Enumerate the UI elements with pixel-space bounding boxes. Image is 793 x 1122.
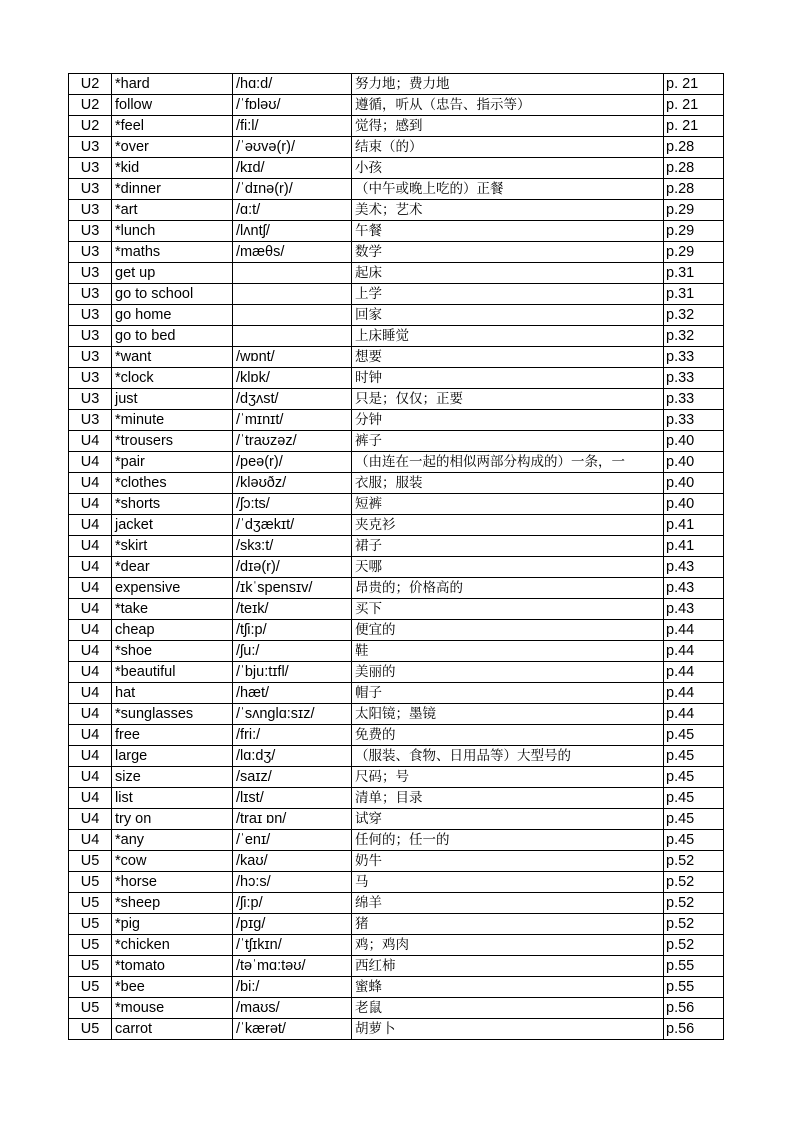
phonetic-cell: /ˈkærət/ (233, 1019, 352, 1040)
phonetic-cell: /fi:l/ (233, 116, 352, 137)
meaning-cell: 尺码；号 (352, 767, 664, 788)
phonetic-cell: /wɒnt/ (233, 347, 352, 368)
table-row (69, 809, 724, 830)
meaning-cell: 努力地；费力地 (352, 74, 664, 95)
word-cell: try on (112, 809, 233, 830)
table-row (69, 557, 724, 578)
page-ref-cell: p.41 (664, 536, 724, 557)
table-row (69, 578, 724, 599)
word-cell: follow (112, 95, 233, 116)
meaning-cell: 清单；目录 (352, 788, 664, 809)
table-row (69, 767, 724, 788)
unit-cell: U4 (69, 494, 112, 515)
word-cell: expensive (112, 578, 233, 599)
page-ref-cell: p.40 (664, 431, 724, 452)
page-ref-cell: p.45 (664, 809, 724, 830)
page-ref-cell: p.29 (664, 221, 724, 242)
unit-cell: U4 (69, 452, 112, 473)
page-ref-cell: p.28 (664, 137, 724, 158)
phonetic-cell: /hɔ:s/ (233, 872, 352, 893)
phonetic-cell: /ʃɔ:ts/ (233, 494, 352, 515)
unit-cell: U4 (69, 746, 112, 767)
phonetic-cell: /peə(r)/ (233, 452, 352, 473)
page-ref-cell: p.33 (664, 347, 724, 368)
table-row (69, 284, 724, 305)
page-ref-cell: p.33 (664, 368, 724, 389)
table-row (69, 788, 724, 809)
phonetic-cell: /lɑ:dʒ/ (233, 746, 352, 767)
phonetic-cell: /ˈdɪnə(r)/ (233, 179, 352, 200)
unit-cell: U5 (69, 872, 112, 893)
unit-cell: U3 (69, 158, 112, 179)
page-ref-cell: p.44 (664, 641, 724, 662)
word-cell: *sheep (112, 893, 233, 914)
meaning-cell: 鸡；鸡肉 (352, 935, 664, 956)
word-cell: *any (112, 830, 233, 851)
phonetic-cell: /hæt/ (233, 683, 352, 704)
phonetic-cell: /fri:/ (233, 725, 352, 746)
table-row (69, 410, 724, 431)
page-ref-cell: p.29 (664, 200, 724, 221)
word-cell: *beautiful (112, 662, 233, 683)
word-cell: go to school (112, 284, 233, 305)
table-row (69, 242, 724, 263)
table-row (69, 368, 724, 389)
unit-cell: U4 (69, 662, 112, 683)
phonetic-cell: /ˈfɒləʊ/ (233, 95, 352, 116)
table-row (69, 158, 724, 179)
meaning-cell: 免费的 (352, 725, 664, 746)
unit-cell: U3 (69, 305, 112, 326)
page-ref-cell: p.43 (664, 599, 724, 620)
unit-cell: U5 (69, 851, 112, 872)
word-cell: *cow (112, 851, 233, 872)
table-row (69, 389, 724, 410)
unit-cell: U2 (69, 74, 112, 95)
page-ref-cell: p.44 (664, 662, 724, 683)
word-cell: go to bed (112, 326, 233, 347)
word-cell: *horse (112, 872, 233, 893)
phonetic-cell: /klɒk/ (233, 368, 352, 389)
meaning-cell: 帽子 (352, 683, 664, 704)
unit-cell: U5 (69, 998, 112, 1019)
unit-cell: U4 (69, 431, 112, 452)
unit-cell: U4 (69, 767, 112, 788)
page-ref-cell: p.31 (664, 263, 724, 284)
meaning-cell: 分钟 (352, 410, 664, 431)
meaning-cell: 太阳镜；墨镜 (352, 704, 664, 725)
page-ref-cell: p. 21 (664, 74, 724, 95)
unit-cell: U4 (69, 788, 112, 809)
table-row (69, 200, 724, 221)
page-ref-cell: p.55 (664, 977, 724, 998)
word-cell: jacket (112, 515, 233, 536)
meaning-cell: 鞋 (352, 641, 664, 662)
table-row (69, 662, 724, 683)
meaning-cell: 上学 (352, 284, 664, 305)
unit-cell: U5 (69, 977, 112, 998)
phonetic-cell: /skɜ:t/ (233, 536, 352, 557)
table-row (69, 326, 724, 347)
meaning-cell: 马 (352, 872, 664, 893)
phonetic-cell: /ɑ:t/ (233, 200, 352, 221)
word-cell: go home (112, 305, 233, 326)
unit-cell: U4 (69, 536, 112, 557)
page-ref-cell: p.28 (664, 179, 724, 200)
word-cell: cheap (112, 620, 233, 641)
word-cell: list (112, 788, 233, 809)
unit-cell: U3 (69, 368, 112, 389)
meaning-cell: 猪 (352, 914, 664, 935)
meaning-cell: 蜜蜂 (352, 977, 664, 998)
unit-cell: U4 (69, 641, 112, 662)
page-ref-cell: p.40 (664, 473, 724, 494)
unit-cell: U4 (69, 515, 112, 536)
meaning-cell: 试穿 (352, 809, 664, 830)
meaning-cell: （由连在一起的相似两部分构成的）一条，一 (352, 452, 664, 473)
unit-cell: U5 (69, 914, 112, 935)
table-row (69, 893, 724, 914)
phonetic-cell (233, 326, 352, 347)
word-cell: *minute (112, 410, 233, 431)
phonetic-cell: /ˈbju:tɪfl/ (233, 662, 352, 683)
table-row (69, 179, 724, 200)
page-ref-cell: p.45 (664, 725, 724, 746)
table-row (69, 641, 724, 662)
word-cell: *maths (112, 242, 233, 263)
word-cell: carrot (112, 1019, 233, 1040)
word-cell: *mouse (112, 998, 233, 1019)
phonetic-cell: /saɪz/ (233, 767, 352, 788)
word-cell: *feel (112, 116, 233, 137)
unit-cell: U4 (69, 557, 112, 578)
word-cell: large (112, 746, 233, 767)
word-cell: *take (112, 599, 233, 620)
page-ref-cell: p.56 (664, 998, 724, 1019)
phonetic-cell: /ʃi:p/ (233, 893, 352, 914)
unit-cell: U4 (69, 830, 112, 851)
unit-cell: U3 (69, 284, 112, 305)
unit-cell: U3 (69, 410, 112, 431)
word-cell: *tomato (112, 956, 233, 977)
phonetic-cell (233, 305, 352, 326)
word-cell: get up (112, 263, 233, 284)
phonetic-cell: /traɪ ɒn/ (233, 809, 352, 830)
meaning-cell: 短裤 (352, 494, 664, 515)
page-ref-cell: p.44 (664, 704, 724, 725)
word-cell: size (112, 767, 233, 788)
table-row (69, 998, 724, 1019)
unit-cell: U2 (69, 116, 112, 137)
unit-cell: U4 (69, 620, 112, 641)
unit-cell: U4 (69, 725, 112, 746)
phonetic-cell: /ʃu:/ (233, 641, 352, 662)
table-row (69, 515, 724, 536)
phonetic-cell: /ˈdʒækɪt/ (233, 515, 352, 536)
unit-cell: U3 (69, 263, 112, 284)
phonetic-cell: /dɪə(r)/ (233, 557, 352, 578)
table-row (69, 452, 724, 473)
page-ref-cell: p.52 (664, 914, 724, 935)
table-row (69, 977, 724, 998)
page-ref-cell: p.43 (664, 557, 724, 578)
phonetic-cell: /tʃi:p/ (233, 620, 352, 641)
word-cell: *dear (112, 557, 233, 578)
meaning-cell: 老鼠 (352, 998, 664, 1019)
unit-cell: U3 (69, 179, 112, 200)
table-row (69, 263, 724, 284)
page-ref-cell: p. 21 (664, 116, 724, 137)
table-row (69, 725, 724, 746)
meaning-cell: 夹克衫 (352, 515, 664, 536)
table-row (69, 431, 724, 452)
meaning-cell: 奶牛 (352, 851, 664, 872)
word-cell: *over (112, 137, 233, 158)
meaning-cell: 裤子 (352, 431, 664, 452)
phonetic-cell: /ˈtraʊzəz/ (233, 431, 352, 452)
page-ref-cell: p.45 (664, 830, 724, 851)
page-ref-cell: p.32 (664, 326, 724, 347)
word-cell: *want (112, 347, 233, 368)
meaning-cell: 便宜的 (352, 620, 664, 641)
meaning-cell: 结束（的） (352, 137, 664, 158)
table-row (69, 137, 724, 158)
meaning-cell: （服装、食物、日用品等）大型号的 (352, 746, 664, 767)
page-ref-cell: p.32 (664, 305, 724, 326)
phonetic-cell: /bi:/ (233, 977, 352, 998)
table-row (69, 935, 724, 956)
word-cell: free (112, 725, 233, 746)
meaning-cell: 午餐 (352, 221, 664, 242)
table-row (69, 473, 724, 494)
table-row (69, 599, 724, 620)
table-row (69, 494, 724, 515)
meaning-cell: 买下 (352, 599, 664, 620)
meaning-cell: 美术；艺术 (352, 200, 664, 221)
word-cell: *trousers (112, 431, 233, 452)
unit-cell: U3 (69, 242, 112, 263)
meaning-cell: 想要 (352, 347, 664, 368)
word-cell: *pig (112, 914, 233, 935)
table-row (69, 305, 724, 326)
page-ref-cell: p.45 (664, 746, 724, 767)
table-row (69, 746, 724, 767)
page-ref-cell: p.40 (664, 494, 724, 515)
vocabulary-table (68, 73, 724, 1040)
phonetic-cell: /ˈsʌnglɑ:sɪz/ (233, 704, 352, 725)
phonetic-cell: /lʌntʃ/ (233, 221, 352, 242)
table-row (69, 956, 724, 977)
unit-cell: U3 (69, 326, 112, 347)
meaning-cell: 裙子 (352, 536, 664, 557)
unit-cell: U4 (69, 473, 112, 494)
page-ref-cell: p.52 (664, 893, 724, 914)
meaning-cell: 回家 (352, 305, 664, 326)
phonetic-cell: /kaʊ/ (233, 851, 352, 872)
phonetic-cell: /kɪd/ (233, 158, 352, 179)
page-ref-cell: p.52 (664, 851, 724, 872)
page-ref-cell: p.41 (664, 515, 724, 536)
unit-cell: U5 (69, 893, 112, 914)
meaning-cell: 绵羊 (352, 893, 664, 914)
phonetic-cell: /ˈtʃɪkɪn/ (233, 935, 352, 956)
meaning-cell: 西红柿 (352, 956, 664, 977)
page-ref-cell: p.33 (664, 389, 724, 410)
table-row (69, 347, 724, 368)
word-cell: *shoe (112, 641, 233, 662)
word-cell: *skirt (112, 536, 233, 557)
page-ref-cell: p.33 (664, 410, 724, 431)
table-row (69, 704, 724, 725)
unit-cell: U5 (69, 935, 112, 956)
meaning-cell: 衣服；服装 (352, 473, 664, 494)
table-row (69, 95, 724, 116)
meaning-cell: 上床睡觉 (352, 326, 664, 347)
meaning-cell: 天哪 (352, 557, 664, 578)
unit-cell: U3 (69, 221, 112, 242)
table-row (69, 683, 724, 704)
word-cell: *hard (112, 74, 233, 95)
phonetic-cell (233, 263, 352, 284)
page-ref-cell: p.55 (664, 956, 724, 977)
page-ref-cell: p.43 (664, 578, 724, 599)
page-ref-cell: p.31 (664, 284, 724, 305)
unit-cell: U4 (69, 704, 112, 725)
unit-cell: U4 (69, 578, 112, 599)
table-row (69, 1019, 724, 1040)
table-row (69, 116, 724, 137)
vocabulary-table-body (69, 74, 724, 1040)
meaning-cell: 只是；仅仅；正要 (352, 389, 664, 410)
phonetic-cell: /lɪst/ (233, 788, 352, 809)
meaning-cell: 小孩 (352, 158, 664, 179)
phonetic-cell: /ˈenɪ/ (233, 830, 352, 851)
meaning-cell: 胡萝卜 (352, 1019, 664, 1040)
page-ref-cell: p.52 (664, 872, 724, 893)
page-ref-cell: p.56 (664, 1019, 724, 1040)
unit-cell: U3 (69, 389, 112, 410)
page-ref-cell: p.29 (664, 242, 724, 263)
page-ref-cell: p.52 (664, 935, 724, 956)
meaning-cell: 觉得；感到 (352, 116, 664, 137)
word-cell: just (112, 389, 233, 410)
phonetic-cell: /maʊs/ (233, 998, 352, 1019)
word-cell: *clothes (112, 473, 233, 494)
table-row (69, 536, 724, 557)
table-row (69, 872, 724, 893)
phonetic-cell: /teɪk/ (233, 599, 352, 620)
word-cell: *sunglasses (112, 704, 233, 725)
meaning-cell: 美丽的 (352, 662, 664, 683)
unit-cell: U4 (69, 683, 112, 704)
page-ref-cell: p.44 (664, 683, 724, 704)
word-cell: *chicken (112, 935, 233, 956)
meaning-cell: （中午或晚上吃的）正餐 (352, 179, 664, 200)
table-row (69, 830, 724, 851)
meaning-cell: 数学 (352, 242, 664, 263)
page-ref-cell: p.44 (664, 620, 724, 641)
unit-cell: U3 (69, 200, 112, 221)
page-ref-cell: p.40 (664, 452, 724, 473)
table-row (69, 620, 724, 641)
page-ref-cell: p.28 (664, 158, 724, 179)
phonetic-cell: /mæθs/ (233, 242, 352, 263)
meaning-cell: 任何的；任一的 (352, 830, 664, 851)
phonetic-cell: /təˈmɑ:təʊ/ (233, 956, 352, 977)
word-cell: *kid (112, 158, 233, 179)
phonetic-cell: /ˈəʊvə(r)/ (233, 137, 352, 158)
unit-cell: U4 (69, 809, 112, 830)
word-cell: *bee (112, 977, 233, 998)
table-row (69, 74, 724, 95)
unit-cell: U2 (69, 95, 112, 116)
meaning-cell: 昂贵的；价格高的 (352, 578, 664, 599)
table-row (69, 221, 724, 242)
unit-cell: U3 (69, 137, 112, 158)
page-ref-cell: p.45 (664, 767, 724, 788)
phonetic-cell: /ˈmɪnɪt/ (233, 410, 352, 431)
phonetic-cell: /pɪg/ (233, 914, 352, 935)
table-row (69, 851, 724, 872)
word-cell: *pair (112, 452, 233, 473)
meaning-cell: 遵循，听从（忠告、指示等） (352, 95, 664, 116)
page-ref-cell: p.45 (664, 788, 724, 809)
word-cell: *art (112, 200, 233, 221)
unit-cell: U5 (69, 956, 112, 977)
phonetic-cell (233, 284, 352, 305)
phonetic-cell: /hɑ:d/ (233, 74, 352, 95)
word-cell: *dinner (112, 179, 233, 200)
phonetic-cell: /ɪkˈspensɪv/ (233, 578, 352, 599)
unit-cell: U4 (69, 599, 112, 620)
word-cell: *shorts (112, 494, 233, 515)
unit-cell: U3 (69, 347, 112, 368)
unit-cell: U5 (69, 1019, 112, 1040)
word-cell: *lunch (112, 221, 233, 242)
word-cell: hat (112, 683, 233, 704)
meaning-cell: 起床 (352, 263, 664, 284)
word-cell: *clock (112, 368, 233, 389)
page-ref-cell: p. 21 (664, 95, 724, 116)
phonetic-cell: /dʒʌst/ (233, 389, 352, 410)
phonetic-cell: /kləʊðz/ (233, 473, 352, 494)
table-row (69, 914, 724, 935)
meaning-cell: 时钟 (352, 368, 664, 389)
